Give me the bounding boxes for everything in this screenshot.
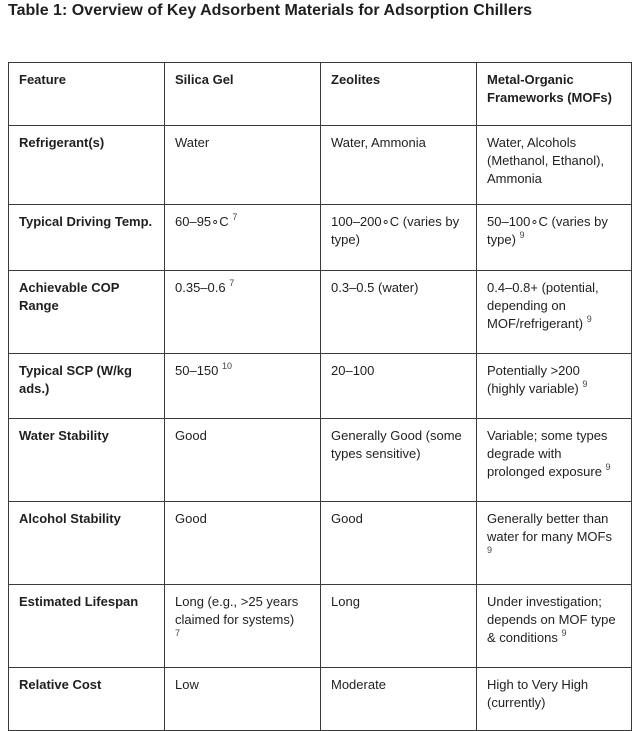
zeolites-cell: Water, Ammonia: [321, 126, 477, 205]
silica-cell: 60–95∘C $^7$: [165, 205, 321, 271]
feature-cell: Typical Driving Temp.: [9, 205, 165, 271]
citation-ref: 9: [561, 628, 567, 638]
feature-cell: Alcohol Stability: [9, 502, 165, 585]
zeolites-cell: 0.3–0.5 (water): [321, 271, 477, 354]
table-row: [9, 419, 632, 502]
header-mofs: Metal-Organic Frameworks (MOFs): [477, 63, 632, 126]
citation-ref: 9: [519, 230, 525, 240]
zeolites-cell: 100–200∘C (varies by type): [321, 205, 477, 271]
table-row: [9, 668, 632, 731]
feature-cell: Refrigerant(s): [9, 126, 165, 205]
citation-ref: 9: [586, 314, 592, 324]
mofs-cell: High to Very High (currently): [477, 668, 632, 731]
silica-cell: Water: [165, 126, 321, 205]
adsorbent-materials-table: [8, 62, 632, 731]
zeolites-cell: Long: [321, 585, 477, 668]
silica-cell: Low: [165, 668, 321, 731]
silica-cell: 50–150 $^{10}$: [165, 354, 321, 419]
citation-ref: 10: [222, 361, 233, 371]
table-row: [9, 502, 632, 585]
header-zeolites: Zeolites: [321, 63, 477, 126]
table-row: [9, 126, 632, 205]
table-row: [9, 585, 632, 668]
citation-ref: 9: [605, 462, 611, 472]
silica-cell: 0.35–0.6 $^7$: [165, 271, 321, 354]
citation-ref: 9: [487, 545, 493, 555]
mofs-cell: Under investigation; depends on MOF type & conditions $^9$: [477, 585, 632, 668]
feature-cell: Achievable COP Range: [9, 271, 165, 354]
mofs-cell: Water, Alcohols (Methanol, Ethanol), Ammonia: [477, 126, 632, 205]
citation-ref: 9: [582, 379, 588, 389]
citation-ref: 7: [232, 212, 238, 222]
mofs-cell: Potentially >200 (highly variable) $^9$: [477, 354, 632, 419]
silica-cell: Long (e.g., >25 years claimed for systems) $^7$: [165, 585, 321, 668]
table-title: Table 1: Overview of Key Adsorbent Materials for Adsorption Chillers: [8, 2, 532, 19]
feature-cell: Relative Cost: [9, 668, 165, 731]
silica-cell: Good: [165, 419, 321, 502]
mofs-cell: 0.4–0.8+ (potential, depending on MOF/refrigerant) $^9$: [477, 271, 632, 354]
feature-cell: Estimated Lifespan: [9, 585, 165, 668]
mofs-cell: Variable; some types degrade with prolonged exposure $^9$: [477, 419, 632, 502]
table-row: [9, 354, 632, 419]
zeolites-cell: Good: [321, 502, 477, 585]
table-row: [9, 271, 632, 354]
zeolites-cell: Moderate: [321, 668, 477, 731]
header-feature: Feature: [9, 63, 165, 126]
header-silica-gel: Silica Gel: [165, 63, 321, 126]
silica-cell: Good: [165, 502, 321, 585]
header-row: [9, 63, 632, 126]
feature-cell: Typical SCP (W/kg ads.): [9, 354, 165, 419]
citation-ref: 7: [175, 628, 181, 638]
mofs-cell: 50–100∘C (varies by type) $^9$: [477, 205, 632, 271]
zeolites-cell: 20–100: [321, 354, 477, 419]
feature-cell: Water Stability: [9, 419, 165, 502]
zeolites-cell: Generally Good (some types sensitive): [321, 419, 477, 502]
citation-ref: 7: [229, 278, 235, 288]
table-row: [9, 205, 632, 271]
mofs-cell: Generally better than water for many MOFs $^9$: [477, 502, 632, 585]
